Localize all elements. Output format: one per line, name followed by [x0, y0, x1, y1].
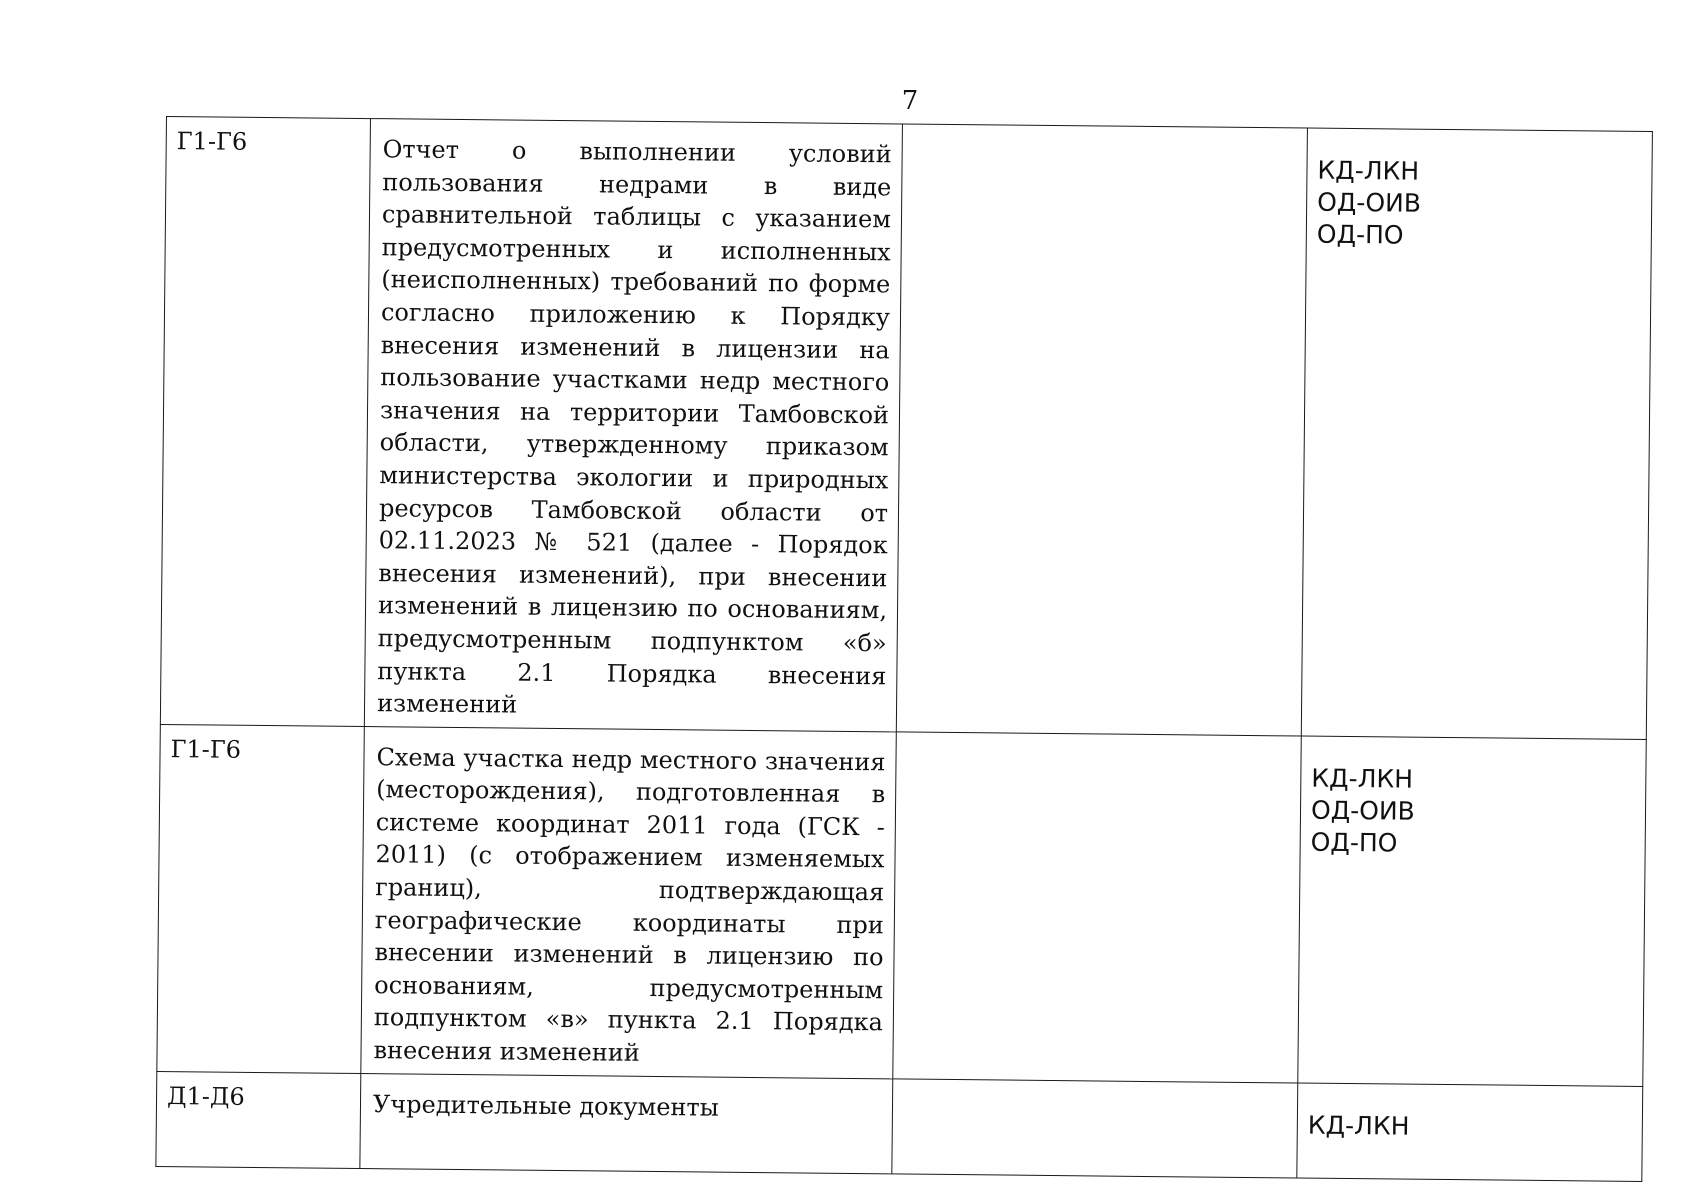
- table-row: [156, 1071, 1643, 1181]
- row-description-cell: Отчет о выполнении условий пользования недрами в виде сравнительной таблицы с указанием предусмотренных и исполненных (неисполненных) требований по форме согласно приложению к Порядку внесения изменений в лицензии на пользование участками недр местного значения на территории Тамбовской области, утвержденному приказом министерства экологии и природных ресурсов Тамбовской области от 02.11.2023 № 521 (далее - Порядок внесения изменений), при внесении изменений в лицензию по основаниям, предусмотренным подпунктом «б» пункта 2.1 Порядка внесения изменений: [364, 119, 902, 732]
- document-code: КД-ЛКН: [1307, 1110, 1410, 1141]
- row-code-cell: Г1-Г6: [157, 724, 365, 1073]
- document-code: КД-ЛКН: [1311, 763, 1414, 794]
- row-description-cell: Схема участка недр местного значения (месторождения), подготовленная в системе координат 2011 года (ГСК - 2011) (с отображением изменяемых границ), подтверждающая географические координаты при внесении изменений в лицензию по основаниям, предусмотренным подпунктом «в» пункта 2.1 Порядка внесения изменений: [361, 726, 896, 1078]
- row-document-codes-cell: [1301, 128, 1652, 739]
- page-number: 7: [901, 86, 919, 116]
- row-document-codes-cell: [1297, 1083, 1643, 1181]
- row-document-codes-cell: [1298, 736, 1646, 1086]
- document-code: ОД-ПО: [1316, 219, 1404, 250]
- table-row: [160, 117, 1652, 740]
- row-empty-cell: [896, 124, 1307, 736]
- row-description-cell: Учредительные документы: [360, 1073, 893, 1173]
- document-table: [155, 116, 1653, 1182]
- table-row: [157, 724, 1646, 1086]
- document-code: КД-ЛКН: [1317, 155, 1420, 186]
- document-code: ОД-ОИВ: [1317, 187, 1422, 218]
- document-code: ОД-ОИВ: [1310, 795, 1415, 826]
- row-empty-cell: [892, 1079, 1298, 1178]
- document-code: ОД-ПО: [1310, 827, 1398, 858]
- row-code-cell: Д1-Д6: [156, 1071, 361, 1168]
- row-empty-cell: [893, 732, 1301, 1083]
- row-code-cell: Г1-Г6: [160, 117, 370, 727]
